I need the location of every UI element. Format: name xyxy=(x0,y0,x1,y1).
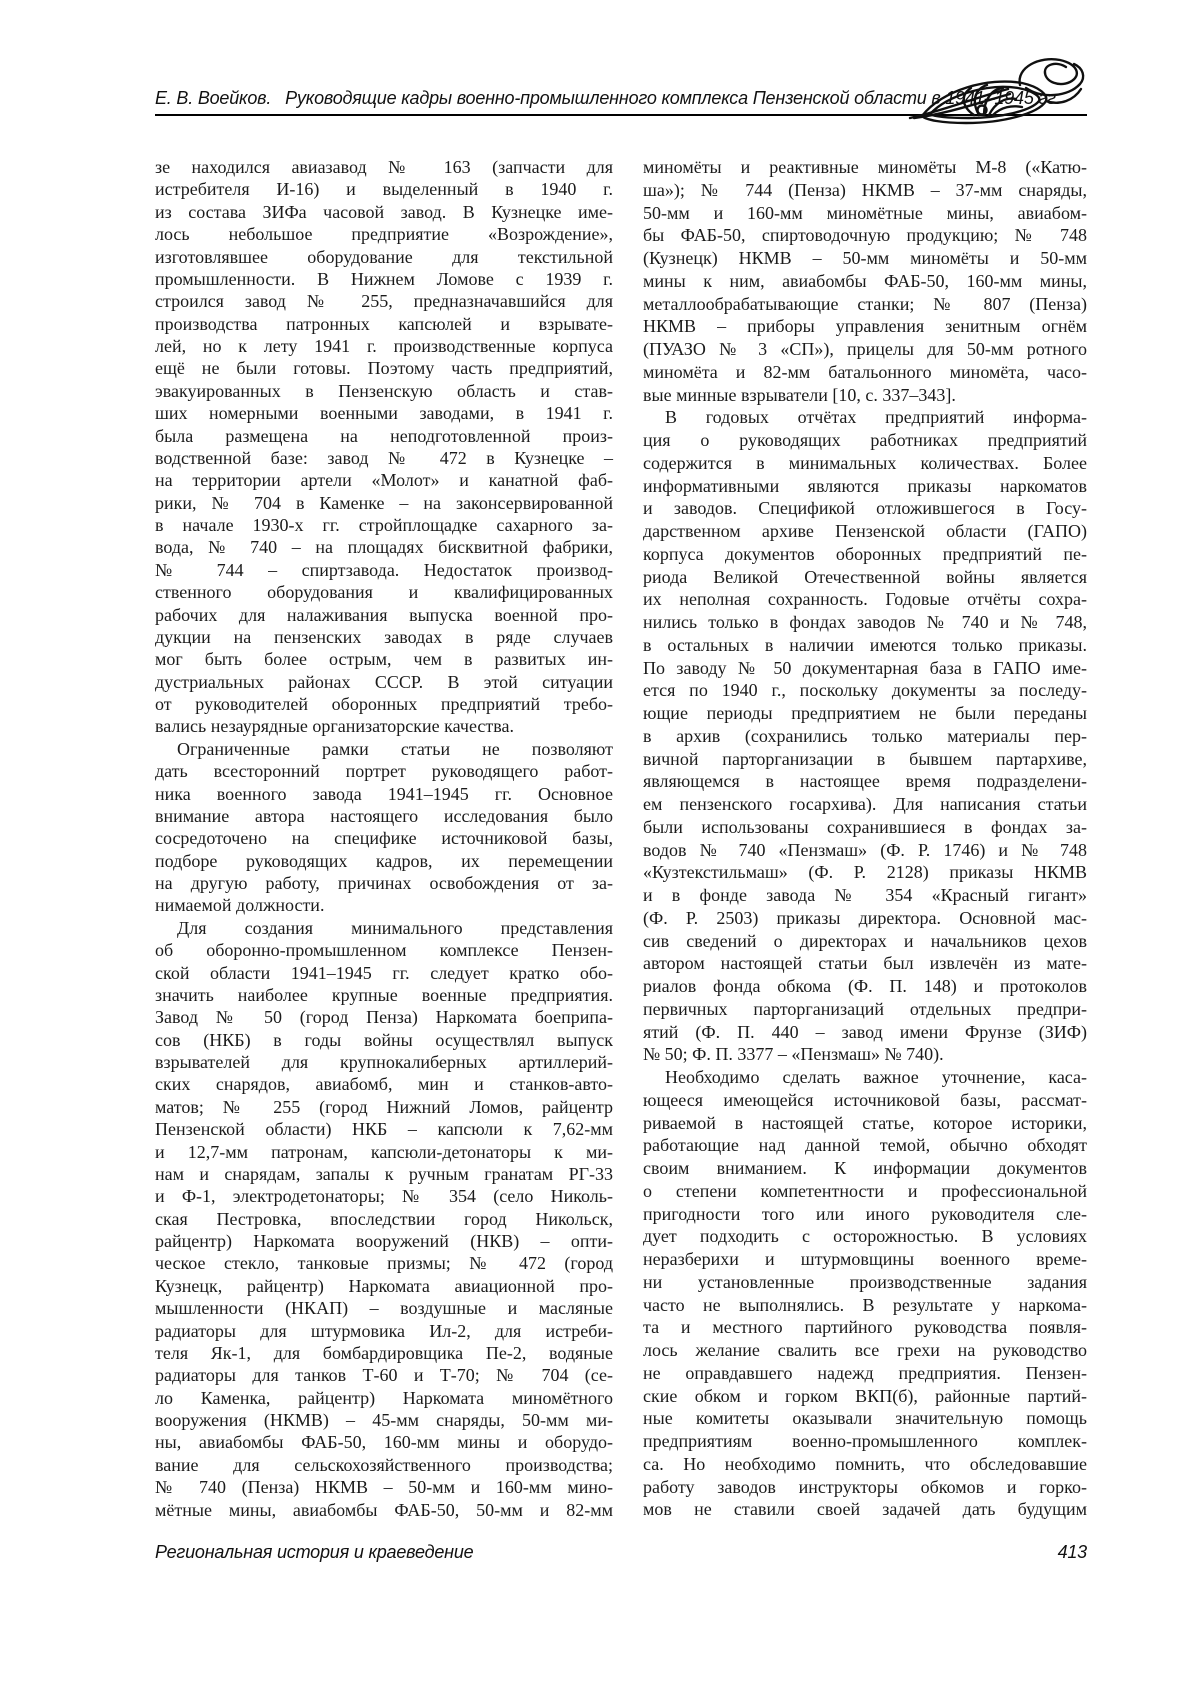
text-line: в архив (сохранились только материалы пер- xyxy=(643,725,1087,746)
text-line: и 12,7-мм патронам, капсюли-детонаторы к ми- xyxy=(155,1141,613,1162)
text-line: лей, но к лету 1941 г. производственные корпуса xyxy=(155,336,613,356)
text-line: дарственном архиве Пензенской области (ГАПО) xyxy=(643,521,1087,541)
text-line: лось желание свалить все грехи на руководство xyxy=(643,1340,1087,1360)
text-line: (Кузнецк) НКМВ – 50-мм миномёты и 50-мм xyxy=(643,248,1087,268)
text-line: № 50; Ф. П. 3377 – «Пензмаш» № 740). xyxy=(643,1044,944,1065)
text-line: риалов фонда обкома (Ф. П. 148) и протоколов xyxy=(643,976,1087,996)
text-line: была размещена на неподготовленной произ- xyxy=(155,425,613,446)
text-line: сосредоточено на специфике источниковой базы, xyxy=(155,828,613,849)
text-line: от руководителей оборонных предприятий требо- xyxy=(155,694,613,714)
text-line: (Ф. Р. 2503) приказы директора. Основной мас- xyxy=(643,907,1087,928)
text-line: райцентр) Наркомата вооружений (НКВ) – опти- xyxy=(155,1231,613,1251)
text-line: металлообрабатывающие станки; № 807 (Пенза) xyxy=(643,293,1087,314)
text-line: 50-мм и 160-мм миномётные мины, авиабом- xyxy=(643,202,1087,223)
text-line: работающие над данной темой, обычно обходят xyxy=(643,1135,1087,1156)
text-line: миномёта и 82-мм батальонного миномёта, часо- xyxy=(643,361,1087,382)
article-body xyxy=(155,156,1087,1521)
paragraph xyxy=(155,156,613,738)
text-line: пригодности того или иного руководителя сле- xyxy=(643,1203,1087,1224)
text-line: ские обком и горком ВКП(б), районные партий- xyxy=(643,1385,1087,1406)
text-line: о степени компетентности и профессиональной xyxy=(643,1180,1087,1201)
text-line: вооружения (НКМВ) – 45-мм снаряды, 50-мм ми- xyxy=(155,1410,613,1430)
text-line: и в фонде завода № 354 «Красный гигант» xyxy=(643,885,1087,905)
text-line: (ПУАЗО № 3 «СП»), прицелы для 50-мм ротного xyxy=(643,339,1087,359)
text-line: дать всесторонний портрет руководящего работ- xyxy=(155,761,613,782)
text-line: информативными являются приказы наркоматов xyxy=(643,475,1087,496)
page-number: 413 xyxy=(1057,1542,1087,1562)
text-line: предприятиям военно-промышленного комплек- xyxy=(643,1431,1087,1451)
text-line: ческое стекло, танковые призмы; № 472 (город xyxy=(155,1253,613,1274)
text-line: их неполная сохранность. Годовые отчёты сохра- xyxy=(643,589,1087,610)
text-line: вичной парторганизации в бывшем партархиве, xyxy=(643,748,1087,769)
text-line: содержится в минимальных количествах. Более xyxy=(643,452,1087,473)
text-line: водственной базе: завод № 472 в Кузнецке – xyxy=(155,447,613,468)
text-line: корпуса документов оборонных предприятий пе- xyxy=(643,543,1087,564)
text-line: ской области 1941–1945 гг. следует кратко обо- xyxy=(155,962,613,983)
text-line: являющемся в настоящее время подразделени- xyxy=(643,771,1087,792)
text-line: мышленности (НКАП) – воздушные и масляные xyxy=(155,1298,613,1319)
right-column xyxy=(643,156,1087,1521)
text-line: зе находился авиазавод № 163 (запчасти для xyxy=(155,157,613,177)
text-line: ская Пестровка, впоследствии город Никольск, xyxy=(155,1208,613,1229)
text-line: нам и снарядам, запалы к ручным гранатам РГ-33 xyxy=(155,1163,613,1184)
text-line: Пензенской области) НКБ – капсюли к 7,62-мм xyxy=(155,1119,613,1140)
text-line: ло Каменка, райцентр) Наркомата миномётного xyxy=(155,1387,613,1408)
text-line: бы ФАБ-50, спиртоводочную продукцию; № 748 xyxy=(643,225,1087,246)
text-line: дукции на пензенских заводах в ряде случаев xyxy=(155,626,613,647)
text-line: рики, № 704 в Каменке – на законсервированной xyxy=(155,492,613,513)
text-line: и Ф-1, электродетонаторы; № 354 (село Николь- xyxy=(155,1186,613,1207)
text-line: первичных парторганизаций отдельных предпри- xyxy=(643,998,1087,1019)
running-head-author: Е. В. Воейков. xyxy=(155,88,272,108)
text-line: Необходимо сделать важное уточнение, каса- xyxy=(665,1067,1087,1087)
text-line: ни установленные производственные задания xyxy=(643,1271,1087,1292)
text-line: миномёты и реактивные миномёты М-8 («Катю- xyxy=(643,157,1087,177)
text-line: своим вниманием. К информации документов xyxy=(643,1158,1087,1178)
text-line: в остальных в наличии имеются только приказы. xyxy=(643,634,1087,655)
text-line: матов; № 255 (город Нижний Ломов, райцентр xyxy=(155,1096,613,1117)
text-line: ющееся имеющейся источниковой базы, рассмат- xyxy=(643,1089,1087,1110)
text-line: мов не ставили своей задачей дать будущим xyxy=(643,1499,1087,1520)
text-line: рабочих для налаживания выпуска военной про- xyxy=(155,604,613,625)
text-line: са. Но необходимо помнить, что обследовавшие xyxy=(643,1453,1087,1474)
text-line: и заводов. Спецификой отложившегося в Госу- xyxy=(643,498,1087,519)
text-line: № 744 – спиртзавода. Недостаток производ- xyxy=(155,559,613,580)
text-line: № 740 (Пенза) НКМВ – 50-мм и 160-мм мино- xyxy=(155,1477,613,1498)
text-line: производства патронных капсюлей и взрывате- xyxy=(155,313,613,334)
text-line: ших номерными военными заводами, в 1941 г. xyxy=(155,403,613,424)
left-column xyxy=(155,156,613,1521)
text-line: сив сведений о директорах и начальников цехов xyxy=(643,930,1087,951)
text-line: риваемой в настоящей статье, которое историки, xyxy=(643,1112,1087,1133)
text-line: были использованы сохранившиеся в фондах за- xyxy=(643,816,1087,837)
text-line: нились только в фондах заводов № 740 и № 748, xyxy=(643,612,1087,632)
text-line: В годовых отчётах предприятий информа- xyxy=(665,407,1087,428)
text-line: неразберихи и штурмовщины военного време- xyxy=(643,1249,1087,1269)
text-line: на другую работу, причинах освобождения от за- xyxy=(155,873,613,893)
text-line: мины к ним, авиабомбы ФАБ-50, 160-мм мины, xyxy=(643,270,1087,291)
text-line: изготовлявшее оборудование для текстильной xyxy=(155,246,613,267)
journal-name: Региональная история и краеведение xyxy=(155,1542,474,1562)
text-line: радиаторы для штурмовика Ил-2, для истреби- xyxy=(155,1320,613,1341)
text-line: мог быть более острым, чем в развитых ин- xyxy=(155,649,613,670)
text-line: риода Великой Отечественной войны является xyxy=(643,566,1087,587)
floral-ornament-icon xyxy=(908,54,1090,128)
text-line: промышленности. В Нижнем Ломове с 1939 г. xyxy=(155,268,613,289)
text-line: ских снарядов, авиабомб, мин и станков-авто- xyxy=(155,1074,613,1095)
text-line: в начале 1930-х гг. стройплощадке сахарного за- xyxy=(155,515,613,535)
text-line: Для создания минимального представления xyxy=(177,917,613,938)
text-line: ется по 1940 г., поскольку документы за последу- xyxy=(643,680,1087,701)
text-line: вода, № 740 – на площадях бисквитной фабрики, xyxy=(155,537,613,558)
text-line: внимание автора настоящего исследования было xyxy=(155,805,613,826)
text-line: ны, авиабомбы ФАБ-50, 160-мм мины и оборудо- xyxy=(155,1432,613,1453)
text-line: По заводу № 50 документарная база в ГАПО име- xyxy=(643,657,1087,678)
text-line: эвакуированных в Пензенскую область и став- xyxy=(155,380,613,401)
text-line: об оборонно-промышленном комплексе Пензен- xyxy=(155,940,613,961)
text-line: ещё не были готовы. Поэтому часть предприятий, xyxy=(155,358,613,379)
text-line: ющие периоды предприятием не были переданы xyxy=(643,703,1087,723)
text-line: автором настоящей статьи был извлечён из мате- xyxy=(643,953,1087,974)
text-line: ша»); № 744 (Пенза) НКМВ – 37-мм снаряды, xyxy=(643,179,1087,200)
text-line: подборе руководящих кадров, их перемещении xyxy=(155,850,613,871)
paragraph xyxy=(155,917,613,1521)
text-line: ятий (Ф. П. 440 – завод имени Фрунзе (ЗИФ) xyxy=(643,1021,1087,1042)
text-line: взрывателей для крупнокалиберных артиллерий- xyxy=(155,1052,613,1072)
text-line: «Кузтекстильмаш» (Ф. Р. 2128) приказы НКМВ xyxy=(643,862,1087,883)
text-line: дует подходить с осторожностью. В условиях xyxy=(643,1226,1087,1247)
text-line: та и местного партийного руководства появля- xyxy=(643,1317,1087,1338)
paragraph xyxy=(155,738,613,917)
text-line: дустриальных районах СССР. В этой ситуации xyxy=(155,671,613,692)
text-line: теля Як-1, для бомбардировщика Пе-2, водяные xyxy=(155,1342,613,1363)
text-line: значить наиболее крупные военные предприятия. xyxy=(155,984,613,1005)
text-line: на территории артели «Молот» и канатной фаб- xyxy=(155,470,613,491)
text-line: из состава ЗИФа часовой завод. В Кузнецке име- xyxy=(155,201,613,222)
text-line: ные комитеты оказывали значительную помощь xyxy=(643,1408,1087,1429)
text-line: ника военного завода 1941–1945 гг. Основное xyxy=(155,783,613,804)
text-line: Завод № 50 (город Пенза) Наркомата боеприпа- xyxy=(155,1007,613,1028)
text-line: ция о руководящих работниках предприятий xyxy=(643,430,1087,450)
running-head xyxy=(155,88,1061,109)
text-line: НКМВ – приборы управления зенитным огнём xyxy=(643,316,1087,337)
text-line: ем пензенского госархива). Для написания статьи xyxy=(643,794,1087,814)
text-line: Ограниченные рамки статьи не позволяют xyxy=(177,738,613,759)
text-line: истребителя И-16) и выделенный в 1940 г. xyxy=(155,179,613,200)
paragraph xyxy=(643,156,1087,406)
text-line: нимаемой должности. xyxy=(155,895,325,916)
text-line: мётные мины, авиабомбы ФАБ-50, 50-мм и 82-мм xyxy=(155,1499,613,1520)
text-line: ственного оборудования и квалифицированных xyxy=(155,582,613,603)
text-line: работу заводов инструкторы обкомов и горко- xyxy=(643,1476,1087,1497)
text-line: вые минные взрыватели [10, с. 337–343]. xyxy=(643,384,956,405)
text-line: Кузнецк, райцентр) Наркомата авиационной про- xyxy=(155,1275,613,1296)
text-line: лось небольшое предприятие «Возрождение», xyxy=(155,224,613,245)
running-head-title: Руководящие кадры военно-промышленного комплекса Пензенской области в 1941–1945 гг. xyxy=(285,88,1061,108)
text-line: строился завод № 255, предназначавшийся для xyxy=(155,291,613,312)
text-line: сов (НКБ) в годы войны осуществлял выпуск xyxy=(155,1029,613,1050)
paragraph xyxy=(643,406,1087,1066)
page-footer xyxy=(155,1542,1087,1563)
text-line: часто не выполнялись. В результате у наркома- xyxy=(643,1294,1087,1315)
text-line: вались незаурядные организаторские качества. xyxy=(155,716,514,737)
paragraph xyxy=(643,1066,1087,1521)
text-line: радиаторы для танков Т-60 и Т-70; № 704 (се- xyxy=(155,1365,613,1386)
text-line: не оправдавшего надежд предприятия. Пензен- xyxy=(643,1362,1087,1383)
text-line: вание для сельскохозяйственного производства; xyxy=(155,1454,613,1475)
text-line: водов № 740 «Пензмаш» (Ф. Р. 1746) и № 748 xyxy=(643,839,1087,860)
